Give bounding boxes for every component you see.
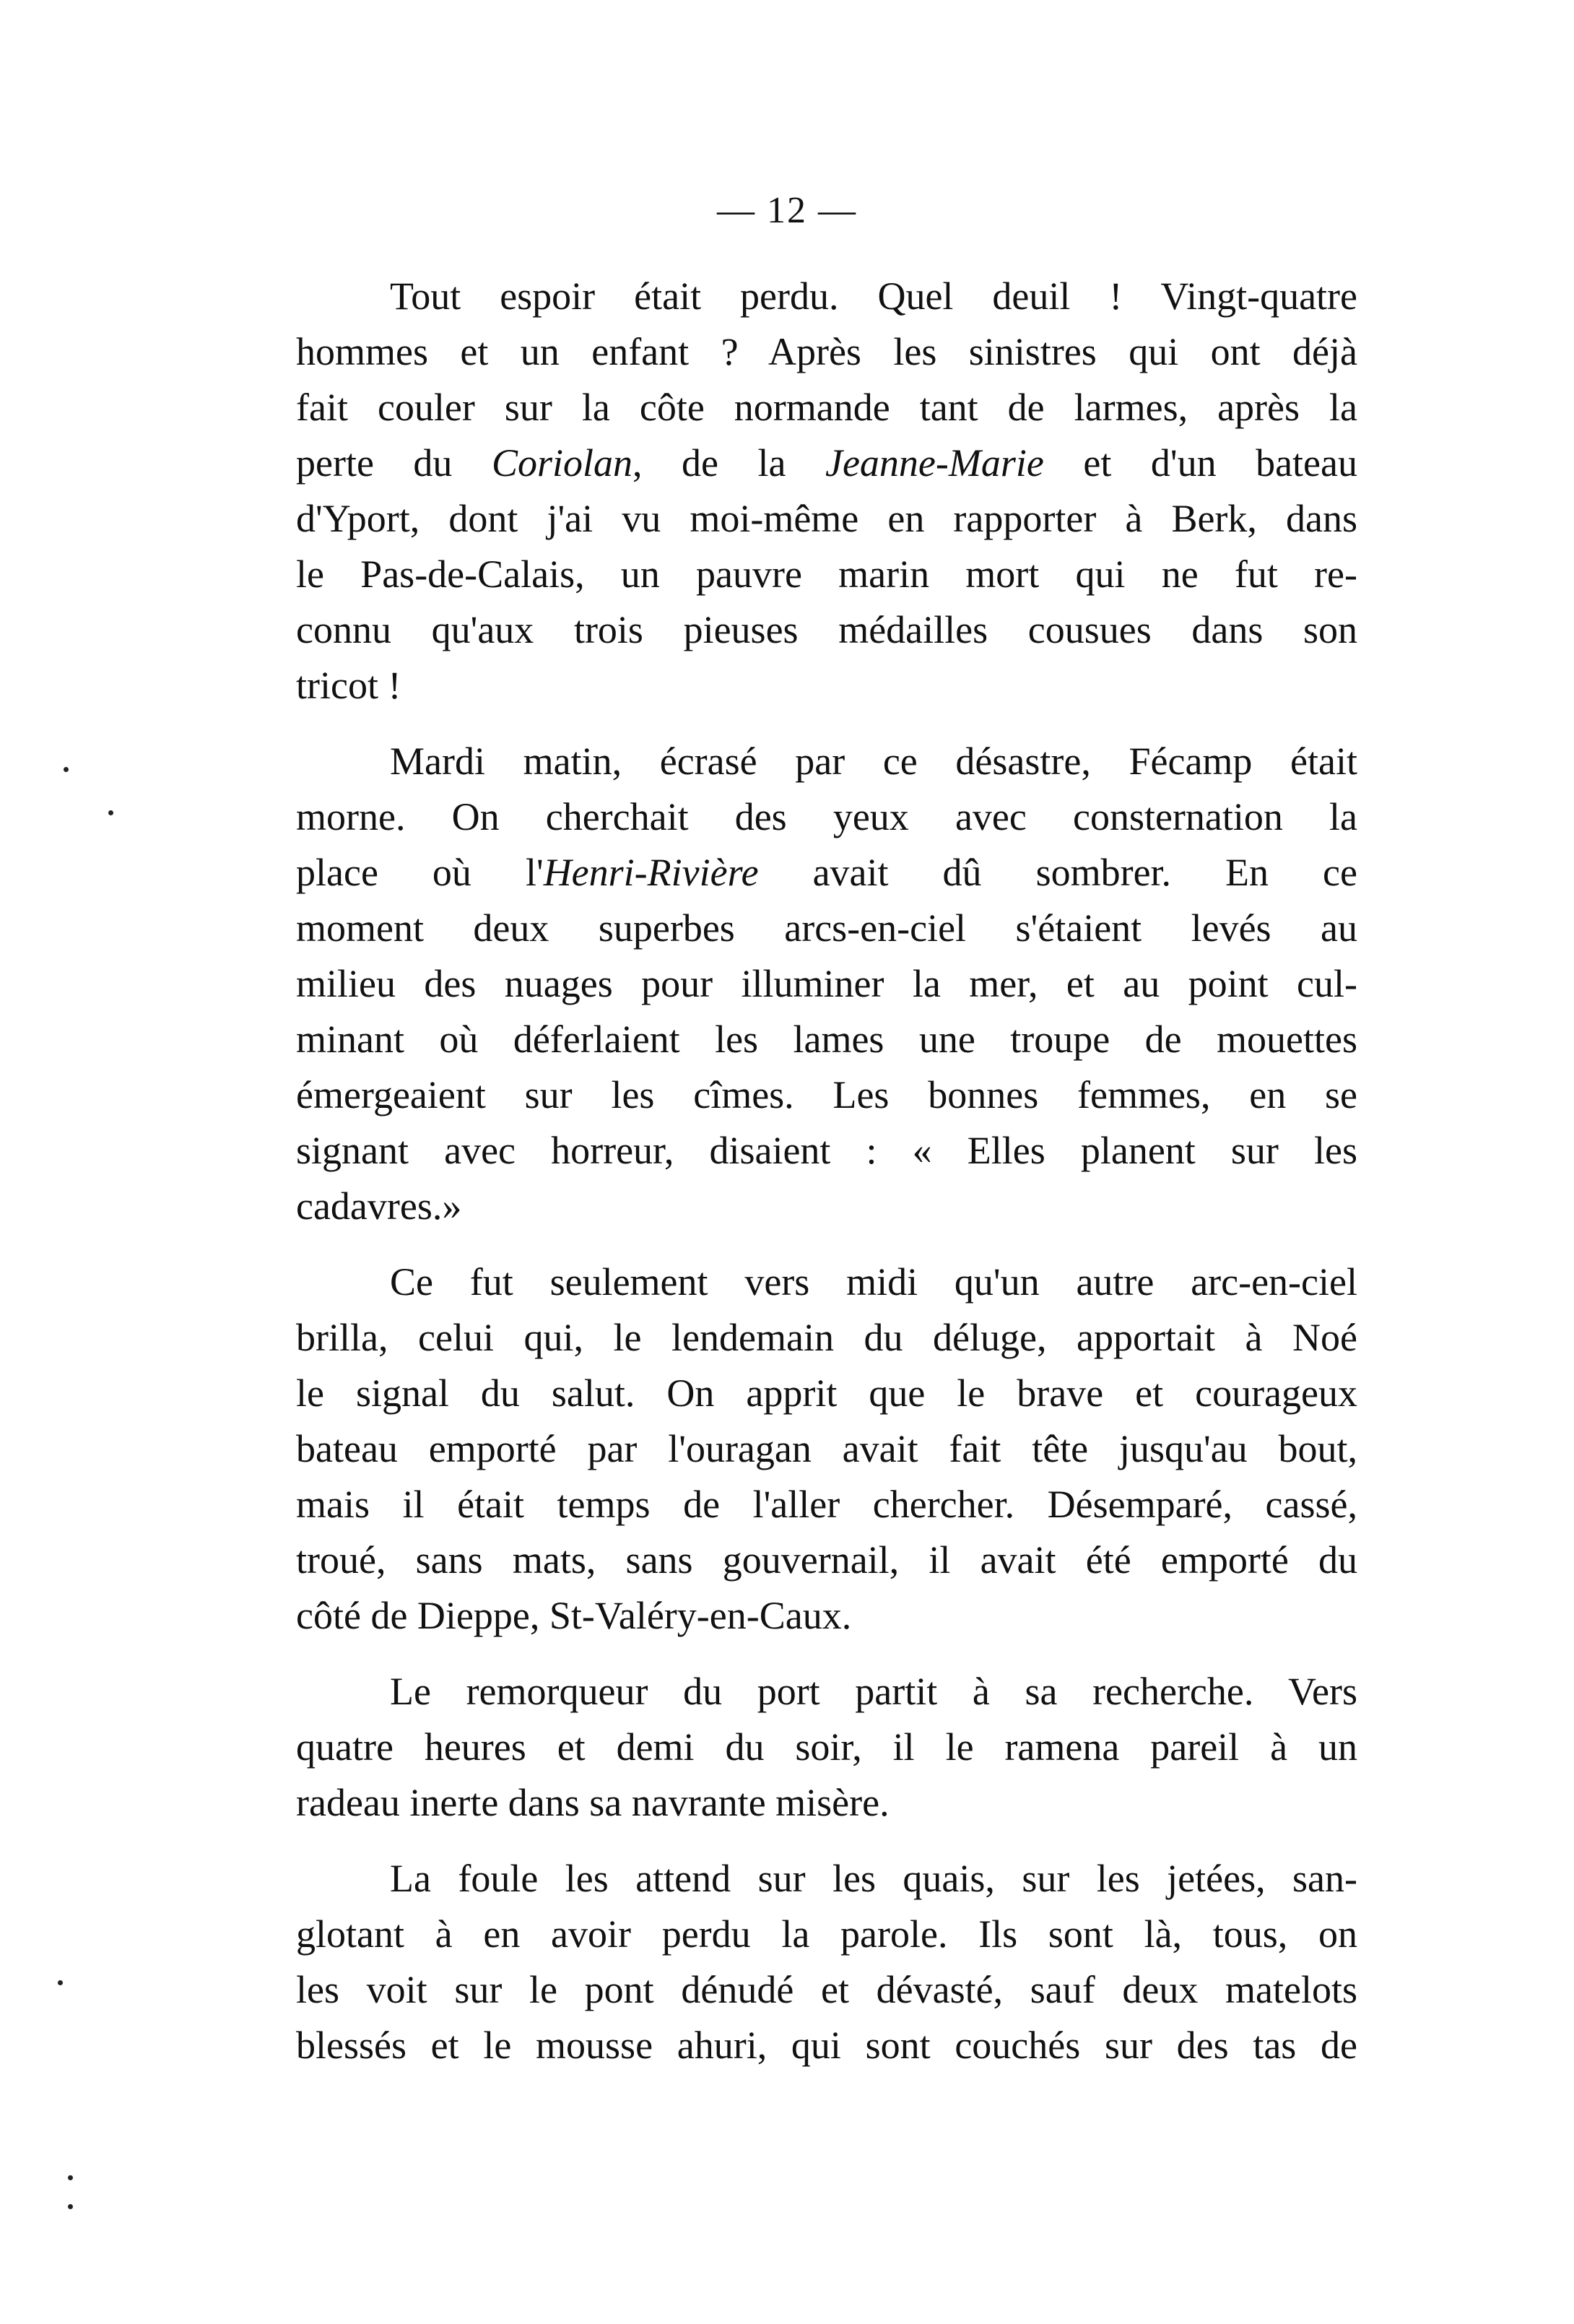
paragraph-5	[296, 1851, 1357, 2073]
text-line: quatre heures et demi du soir, il le ramena pareil à un	[296, 1725, 1357, 1769]
text-line: bateau emporté par l'ouragan avait fait tête jusqu'au bout,	[296, 1427, 1357, 1470]
text-line: brilla, celui qui, le lendemain du déluge, apportait à Noé	[296, 1316, 1357, 1359]
text-line: fait couler sur la côte normande tant de larmes, après la	[296, 386, 1357, 429]
text-line: le Pas-de-Calais, un pauvre marin mort qui ne fut re-	[296, 552, 1357, 596]
text-segment: avait dû sombrer. En ce	[758, 851, 1357, 894]
paragraph-1	[296, 269, 1357, 714]
text-line: glotant à en avoir perdu la parole. Ils sont là, tous, on	[296, 1912, 1357, 1956]
text-segment: et d'un bateau	[1043, 441, 1357, 485]
text-line: La foule les attend sur les quais, sur les jetées, san-	[390, 1857, 1357, 1900]
text-line: Le remorqueur du port partit à sa recherche. Vers	[390, 1670, 1357, 1713]
text-segment: , de la	[632, 441, 825, 485]
text-line-with-italics	[296, 845, 1357, 901]
text-line: côté de Dieppe, St-Valéry-en-Caux.	[296, 1594, 852, 1637]
text-line: minant où déferlaient les lames une troupe de mouettes	[296, 1018, 1357, 1061]
text-line: le signal du salut. On apprit que le brave et courageux	[296, 1371, 1357, 1415]
ship-name-coriolan: Coriolan	[491, 441, 632, 485]
text-line: blessés et le mousse ahuri, qui sont couchés sur des tas de	[296, 2024, 1357, 2067]
text-line: Tout espoir était perdu. Quel deuil ! Vingt-quatre	[390, 274, 1357, 318]
text-line: émergeaient sur les cîmes. Les bonnes femmes, en se	[296, 1073, 1357, 1117]
text-line: milieu des nuages pour illuminer la mer, et au point cul-	[296, 962, 1357, 1005]
scan-speck	[68, 2175, 73, 2180]
text-line: hommes et un enfant ? Après les sinistres qui ont déjà	[296, 330, 1357, 373]
text-line: Mardi matin, écrasé par ce désastre, Fécamp était	[390, 740, 1357, 783]
text-line: moment deux superbes arcs-en-ciel s'étaient levés au	[296, 906, 1357, 950]
text-line: d'Yport, dont j'ai vu moi-même en rapporter à Berk, dans	[296, 497, 1357, 540]
text-line: cadavres.»	[296, 1184, 462, 1228]
paragraph-4	[296, 1664, 1357, 1831]
ship-name-henri-riviere: Henri-Rivière	[543, 851, 759, 894]
text-line: connu qu'aux trois pieuses médailles cousues dans son	[296, 608, 1357, 651]
text-line: les voit sur le pont dénudé et dévasté, sauf deux matelots	[296, 1968, 1357, 2011]
paragraph-2	[296, 734, 1357, 1234]
scan-speck	[58, 1980, 63, 1985]
text-line: morne. On cherchait des yeux avec consternation la	[296, 795, 1357, 838]
scan-speck	[64, 767, 69, 772]
text-segment: place où l'	[296, 851, 544, 894]
ship-name-jeanne-marie: Jeanne-Marie	[825, 441, 1044, 485]
text-line: mais il était temps de l'aller chercher. Désemparé, cassé,	[296, 1483, 1357, 1526]
text-line-with-italics	[296, 435, 1357, 491]
text-line: signant avec horreur, disaient : « Elles planent sur les	[296, 1129, 1357, 1172]
paragraph-3	[296, 1254, 1357, 1644]
scan-speck	[68, 2204, 73, 2209]
scan-speck	[108, 810, 113, 815]
text-line: troué, sans mats, sans gouvernail, il avait été emporté du	[296, 1538, 1357, 1582]
text-line: Ce fut seulement vers midi qu'un autre arc-en-ciel	[390, 1260, 1357, 1304]
text-line: radeau inerte dans sa navrante misère.	[296, 1781, 890, 1824]
page-number: — 12 —	[717, 190, 857, 231]
text-line: tricot !	[296, 664, 401, 707]
body-text	[296, 269, 1357, 2094]
text-segment: perte du	[296, 441, 492, 485]
